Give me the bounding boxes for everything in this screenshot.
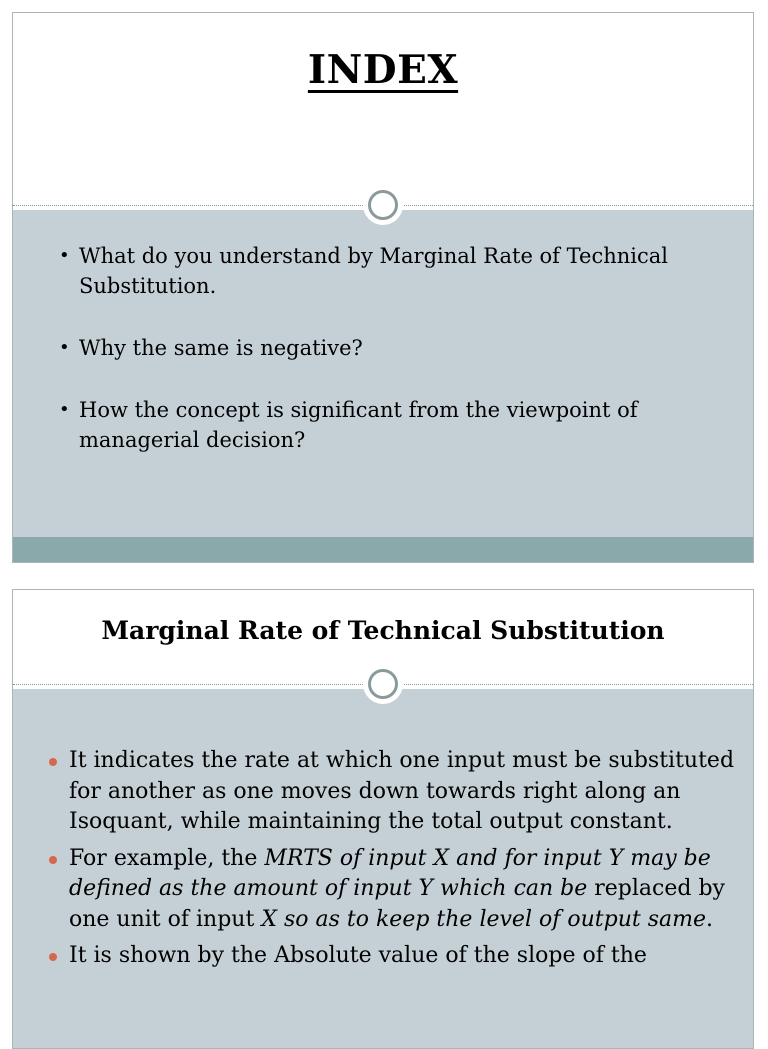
list-item: • How the concept is significant from the viewpoint of managerial decision? — [57, 395, 717, 455]
ring-inner — [368, 669, 398, 699]
bullet-list — [47, 746, 737, 978]
list-item — [47, 844, 737, 936]
text-span: replaced by one unit of input — [69, 876, 725, 932]
slide-index — [12, 12, 754, 563]
slide-title: Marginal Rate of Technical Substitution — [101, 616, 665, 645]
text-span-italic: X so as to keep the level of output same — [261, 906, 706, 932]
ring-icon — [363, 664, 403, 704]
footer-bar — [13, 537, 753, 563]
title-area — [13, 13, 753, 205]
list-item: • Why the same is negative? — [57, 333, 717, 363]
list-item: It indicates the rate at which one input must be substituted for another as one moves down towards right along an Isoquant, while maintaining the total output constant. — [47, 746, 737, 838]
text-span-italic: MRTS of input X and for input Y may be defined as the amount of input Y which can be — [69, 845, 711, 901]
slide-title: INDEX — [307, 47, 459, 93]
bullet-list — [57, 241, 717, 487]
list-item: • What do you understand by Marginal Rate of Technical Substitution. — [57, 241, 717, 301]
text-span: For example, the — [69, 845, 265, 871]
ring-inner — [368, 190, 398, 220]
text-span: . — [706, 906, 713, 932]
ring-icon — [363, 185, 403, 225]
list-item: It is shown by the Absolute value of the slope of the — [47, 941, 737, 972]
slide-mrts — [12, 589, 754, 1049]
